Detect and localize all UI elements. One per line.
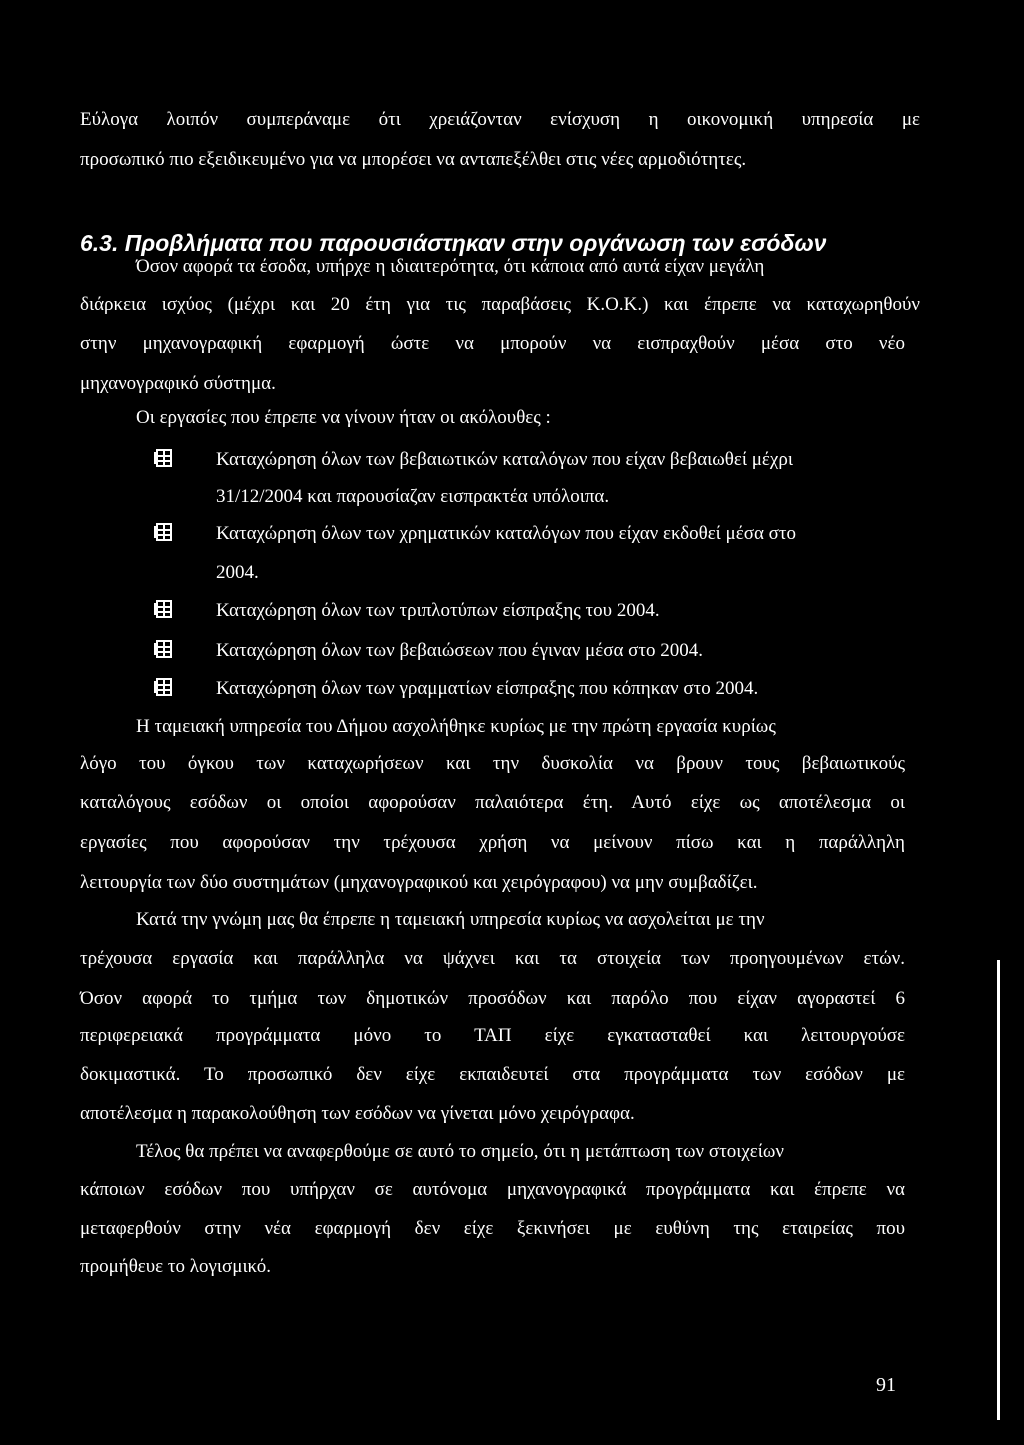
bullet-2-line-1: Καταχώρηση όλων των χρηματικών καταλόγων που είχαν εκδοθεί μέσα στο	[216, 523, 797, 544]
para4-line-4: προμήθευε το λογισμικό.	[80, 1256, 271, 1277]
bullet-5-line-1: Καταχώρηση όλων των γραμματίων είσπραξης που κόπηκαν στο 2004.	[216, 678, 759, 699]
para3-line-3: Όσον αφορά το τμήμα των δημοτικών προσόδων και παρόλο που είχαν αγοραστεί 6	[80, 988, 905, 1009]
page-edge-rule	[997, 960, 1000, 1420]
para2-line-3: καταλόγους εσόδων οι οποίοι αφορούσαν παλαιότερα έτη. Αυτό είχε ως αποτέλεσμα οι	[80, 792, 905, 813]
intro-line-2: προσωπικό πιο εξειδικευμένο για να μπορέσει να ανταπεξέλθει στις νέες αρμοδιότητες.	[80, 149, 747, 170]
para3-line-1: Κατά την γνώμη μας θα έπρεπε η ταμειακή υπηρεσία κυρίως να ασχολείται με την	[136, 909, 765, 930]
tasks-intro: Οι εργασίες που έπρεπε να γίνουν ήταν οι ακόλουθες :	[136, 407, 551, 428]
para2-line-1: Η ταμειακή υπηρεσία του Δήμου ασχολήθηκε κυρίως με την πρώτη εργασία κυρίως	[136, 716, 776, 737]
para4-line-2: κάποιων εσόδων που υπήρχαν σε αυτόνομα μηχανογραφικά προγράμματα και έπρεπε να	[80, 1179, 905, 1200]
para1-line-2: διάρκεια ισχύος (μέχρι και 20 έτη για τις παραβάσεις Κ.Ο.Κ.) και έπρεπε να καταχωρηθούν	[80, 294, 920, 315]
bullet-1-line-1: Καταχώρηση όλων των βεβαιωτικών καταλόγων που είχαν βεβαιωθεί μέχρι	[216, 449, 793, 470]
para3-line-4: περιφερειακά προγράμματα μόνο το ΤΑΠ είχε εγκατασταθεί και λειτουργούσε	[80, 1025, 905, 1046]
bullet-2-line-2: 2004.	[216, 562, 259, 583]
table-bullet-icon	[154, 678, 172, 696]
section-heading: 6.3. Προβλήματα που παρουσιάστηκαν στην οργάνωση των εσόδων	[80, 230, 827, 256]
table-bullet-icon	[154, 449, 172, 467]
bullet-1-line-2: 31/12/2004 και παρουσίαζαν εισπρακτέα υπόλοιπα.	[216, 486, 610, 507]
table-bullet-icon	[154, 640, 172, 658]
bullet-4-line-1: Καταχώρηση όλων των βεβαιώσεων που έγιναν μέσα στο 2004.	[216, 640, 704, 661]
para3-line-2: τρέχουσα εργασία και παράλληλα να ψάχνει και τα στοιχεία των προηγουμένων ετών.	[80, 948, 905, 969]
table-bullet-icon	[154, 600, 172, 618]
intro-line-1: Εύλογα λοιπόν συμπεράναμε ότι χρειάζονταν ενίσχυση η οικονομική υπηρεσία με	[80, 109, 920, 130]
para1-line-1: Όσον αφορά τα έσοδα, υπήρχε η ιδιαιτερότητα, ότι κάποια από αυτά είχαν μεγάλη	[136, 256, 765, 277]
para4-line-3: μεταφερθούν στην νέα εφαρμογή δεν είχε ξεκινήσει με ευθύνη της εταιρείας που	[80, 1218, 905, 1239]
para2-line-2: λόγο του όγκου των καταχωρήσεων και την δυσκολία να βρουν τους βεβαιωτικούς	[80, 753, 905, 774]
para3-line-6: αποτέλεσμα η παρακολούθηση των εσόδων να γίνεται μόνο χειρόγραφα.	[80, 1103, 635, 1124]
para1-line-4: μηχανογραφικό σύστημα.	[80, 373, 276, 394]
para1-line-3: στην μηχανογραφική εφαρμογή ώστε να μπορούν να εισπραχθούν μέσα στο νέο	[80, 333, 905, 354]
para2-line-5: λειτουργία των δύο συστημάτων (μηχανογραφικού και χειρόγραφου) να μην συμβαδίζει.	[80, 872, 758, 893]
para2-line-4: εργασίες που αφορούσαν την τρέχουσα χρήση να μείνουν πίσω και η παράλληλη	[80, 832, 905, 853]
page-number: 91	[876, 1374, 896, 1396]
bullet-3-line-1: Καταχώρηση όλων των τριπλοτύπων είσπραξης του 2004.	[216, 600, 660, 621]
para4-line-1: Τέλος θα πρέπει να αναφερθούμε σε αυτό το σημείο, ότι η μετάπτωση των στοιχείων	[136, 1141, 784, 1162]
para3-line-5: δοκιμαστικά. Το προσωπικό δεν είχε εκπαιδευτεί στα προγράμματα των εσόδων με	[80, 1064, 905, 1085]
table-bullet-icon	[154, 523, 172, 541]
